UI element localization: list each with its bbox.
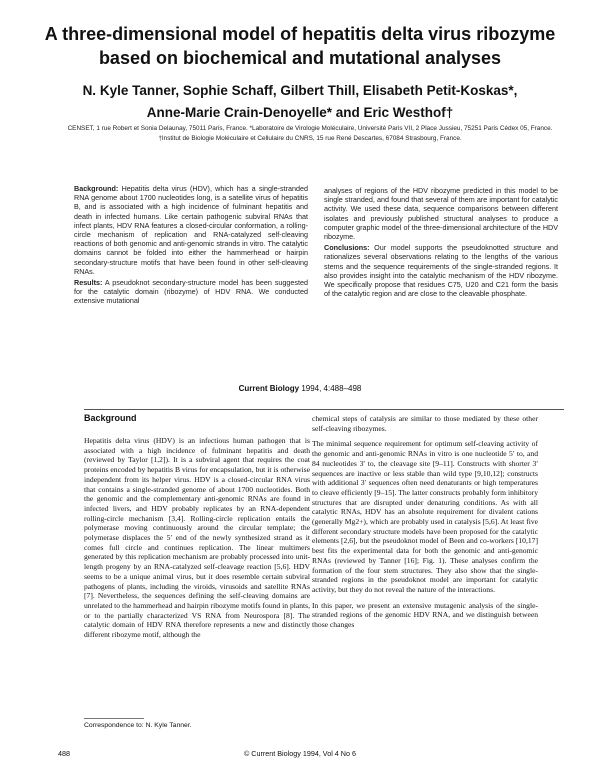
- body-paragraph: Hepatitis delta virus (HDV) is an infectious human pathogen that is associated with a high incidence of fulminant hepatitis and death (reviewed by Taylor [1,2]). It is a subviral agent that requires the coat proteins encoded by hepatitis B virus for encapsulation, but it is otherwise independent from its helper virus. HDV is a closed-circular RNA virus that contains a single-stranded genome of about 1700 nucleotides. Both the genomic and the complementary anti-genomic RNAs are found in infected livers, and HDV probably replicates by an RNA-dependent rolling-circle mechanism [3,4]. Rolling-circle replication entails the polymerase moving continuously around the circular template; the polymerase displaces the 5′ end of the newly synthesized strand as it comes full circle and continues replication. The linear multimers generated by this replication mechanism are probably processed into unit-length progeny by an RNA-catalyzed self-cleavage reaction [5,6]. HDV seems to be a unique animal virus, but it does resemble certain subviral pathogens of plants, including the viroids, virusoids and satellite RNAs [7]. Nevertheless, the sequences defining the self-cleaving domains are unrelated to the hammerhead and hairpin ribozyme motifs found in plants, or to the partially characterized VS RNA from Neurospora [8]. The catalytic domain of HDV RNA therefore represents a new and distinctly different ribozyme motif, although the: [84, 436, 310, 640]
- affiliations: CENSET, 1 rue Robert et Sonia Delaunay, 75011 Paris, France. *Laboratoire de Virologie Moléculaire, Université Paris VII, 2 Place Jussieu, 75251 Paris Cédex 05, France. †Institut de Biologie Moléculaire et Cellulaire du CNRS, 15 rue René Descartes, 67084 Strasbourg, France.: [67, 125, 553, 142]
- abstract-results: [74, 278, 308, 306]
- abstract-results-continued: analyses of regions of the HDV ribozyme predicted in this model to be single stranded, and found that several of them are important for catalytic activity. We used these data, sequence comparisons between different isolates and previously published structural analyses to produce a computer graphic model of the three-dimensional architecture of the HDV ribozyme.: [324, 186, 558, 242]
- section-heading: Background: [84, 413, 137, 423]
- abstract-results-text: A pseudoknot secondary-structure model has been suggested for the catalytic domain (ribozyme) of HDV RNA. We conducted extensive mutational: [74, 278, 308, 306]
- abstract: [74, 158, 558, 372]
- body-left-column: [84, 436, 310, 646]
- abstract-conclusions-label: Conclusions:: [324, 243, 370, 253]
- author-list: [40, 80, 560, 124]
- section-divider: [84, 409, 564, 410]
- abstract-background: [74, 184, 308, 276]
- abstract-left-column: [74, 184, 308, 308]
- authors-line-1: N. Kyle Tanner, Sophie Schaff, Gilbert Thill, Elisabeth Petit-Koskas*,: [82, 83, 518, 98]
- abstract-conclusions-text: Our model supports the pseudoknotted structure and rationalizes several observations relating to the lengths of the various stems and the sequence requirements of the single-stranded regions. It also provides insight into the catalytic mechanism of the HDV ribozyme. We specifically propose that residues C75, U20 and C21 form the basis of the catalytic region and are close to the cleavable phosphate.: [324, 243, 558, 299]
- citation-journal: Current Biology: [238, 384, 300, 393]
- journal-footer: © Current Biology 1994, Vol 4 No 6: [244, 749, 356, 758]
- body-right-column: [312, 414, 538, 636]
- abstract-right-column: [324, 186, 558, 300]
- citation-details: 1994, 4:488–498: [301, 384, 362, 393]
- authors-line-2: Anne-Marie Crain-Denoyelle* and Eric Westhof†: [146, 105, 454, 120]
- body-paragraph: chemical steps of catalysis are similar to those mediated by these other self-cleaving ribozymes.: [312, 414, 538, 433]
- correspondence-note: Correspondence to: N. Kyle Tanner.: [84, 722, 192, 729]
- footnote-divider: [84, 718, 144, 719]
- citation-line: [0, 384, 600, 393]
- abstract-background-label: Background:: [74, 184, 119, 193]
- abstract-conclusions: [324, 243, 558, 298]
- abstract-background-text: Hepatitis delta virus (HDV), which has a single-stranded RNA genome about 1700 nucleotides long, is a satellite virus of hepatitis B, and is associated with a high incidence of fulminant hepatitis and death in infected humans. Like certain pathogenic subviral RNAs that infect plants, HDV RNA features a closed-circular conformation, a rolling-circle mechanism of replication and RNA-catalyzed self-cleaving reactions of both genomic and anti-genomic strands in vitro. The catalytic domains cannot be folded into either the hammerhead or hairpin secondary-structure motifs that have been found in other self-cleaving RNAs.: [74, 184, 308, 276]
- article-title: A three-dimensional model of hepatitis delta virus ribozyme based on biochemical and mutational analyses: [44, 24, 556, 68]
- abstract-results-label: Results:: [74, 278, 103, 288]
- body-paragraph: In this paper, we present an extensive mutagenic analysis of the single-stranded regions of the genomic HDV RNA, and we distinguish between those changes: [312, 600, 538, 630]
- body-paragraph: The minimal sequence requirement for optimum self-cleaving activity of the genomic and anti-genomic RNAs in vitro is one nucleotide 5′ to, and 84 nucleotides 3′ to, the cleavage site [9–11]. Constructs with shorter 3′ sequences are inactive or less stable than wild type [9,10,12]; constructs with additional 3′ sequences often need denaturants or high temperatures to cleave efficiently [9–15]. The latter constructs probably form inhibitory structures that are disrupted under denaturing conditions. As with all catalytic RNAs, HDV has an absolute requirement for divalent cations (generally Mg2+), which are probably used in catalysis [5,6]. At least five different secondary structure models have been proposed for the catalytic elements [2,6], but the pseudoknot model of Been and co-workers [10,17] best fits the experimental data for both the genomic and anti-genomic RNAs (reviewed by Tanner [16]; Fig. 1). These analyses confirm the formation of the four stem structures. They also show that the single-stranded regions in the pseudoknot model are important for catalytic activity, but they do not reveal the nature of the interactions.: [312, 439, 538, 594]
- page-number: 488: [58, 749, 70, 758]
